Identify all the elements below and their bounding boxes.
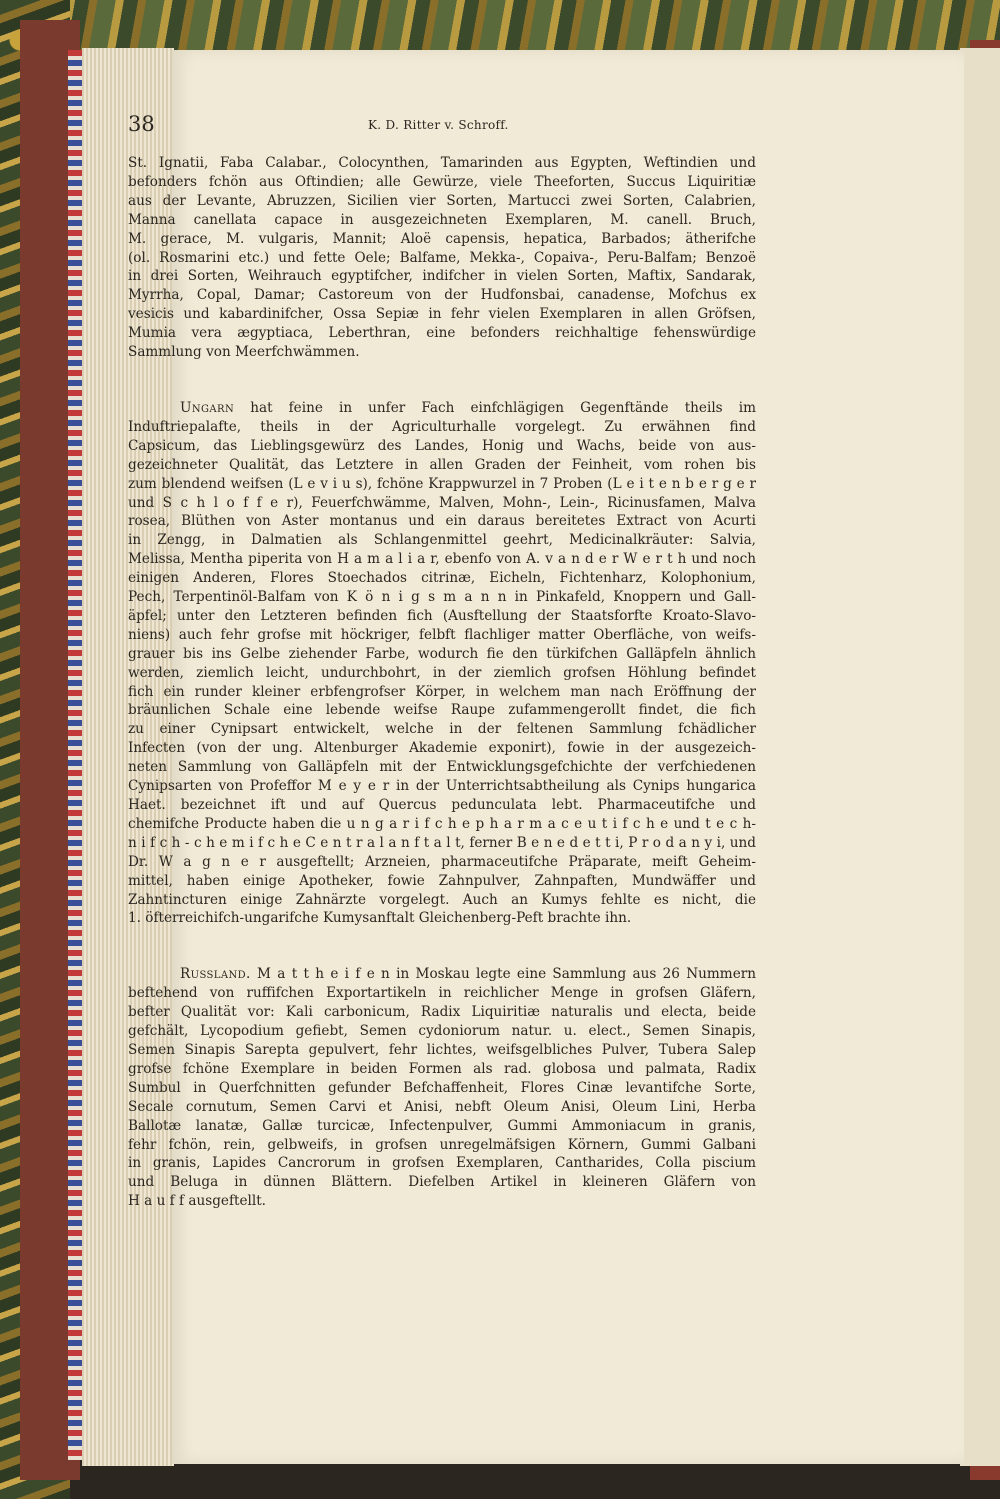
paragraph-1 [128, 154, 756, 362]
text-line: Haet. bezeichnet ift und auf Quercus pedunculata lebt. Pharmaceutifche und [128, 797, 756, 813]
text-line: chemifche Producte haben die u n g a r i f c h e p h a r m a c e u t i f c h e und t e c h- [128, 815, 756, 832]
running-title: K. D. Ritter v. Schroff. [368, 118, 509, 132]
text-line: grauer bis ins Gelbe ziehender Farbe, wodurch fie den türkifchen Galläpfeln ähnlich [128, 645, 756, 662]
text-line: Ballotæ lanatæ, Gallæ turcicæ, Infectenpulver, Gummi Ammoniacum in granis, [128, 1117, 756, 1134]
text-line: und Beluga in dünnen Blättern. Diefelben Artikel in kleineren Gläfern von [128, 1174, 756, 1191]
text-line: Myrrha, Copal, Damar; Castoreum von der Hudfonsbai, canadense, Mofchus ex [128, 287, 756, 304]
text-line: St. Ignatii, Faba Calabar., Colocynthen, Tamarinden aus Egypten, Weftindien und [128, 155, 756, 171]
text-line: bräunlichen Schale eine lebende weifse Raupe zufammengerollt findet, die fich [128, 702, 756, 719]
text-line: grofse fchöne Exemplare in beiden Formen als rad. globosa und palmata, Radix [128, 1060, 756, 1077]
text-line: Capsicum, das Lieblingsgewürz des Landes, Honig und Wachs, beide von aus- [128, 437, 756, 454]
text-line: neten Sammlung von Galläpfeln mit der Entwicklungsgefchichte der verfchiedenen [128, 759, 756, 776]
text-line: aus der Levante, Abruzzen, Sicilien vier Sorten, Martucci zwei Sorten, Calabrien, [128, 192, 756, 209]
text-line: Secale cornutum, Semen Carvi et Anisi, nebft Oleum Anisi, Oleum Lini, Herba [128, 1098, 756, 1115]
text-line: 1. öfterreichifch-ungarifche Kumysanftalt Gleichenberg-Peft brachte ihn. [128, 910, 632, 927]
text-line: niens) auch fehr grofse mit höckriger, felbft flachliger matter Oberfläche, von weifs- [128, 626, 756, 643]
section-lead: Russland. [180, 966, 251, 983]
text-line: befter Qualität vor: Kali carbonicum, Radix Liquiritiæ naturalis und electa, beide [128, 1004, 756, 1021]
text-line: Sumbul in Querfchnitten gefunder Befchaffenheit, Flores Cinæ levantifche Sorte, [128, 1079, 756, 1096]
page-header [128, 112, 748, 142]
text-line: zu einer Cynipsart entwickelt, welche in der feltenen Sammlung fchädlicher [128, 721, 756, 738]
text-line: Russland. M a t t h e i f e n in Moskau legte eine Sammlung aus 26 Nummern [180, 966, 756, 983]
text-line: Pech, Terpentinöl-Balfam von K ö n i g s m a n n in Pinkafeld, Knoppern und Gall- [128, 589, 756, 606]
text-line: gefchält, Lycopodium gefiebt, Semen cydoniorum natur. u. elect., Semen Sinapis, [128, 1023, 756, 1040]
text-line: fehr fchön, rein, gelbweifs, in grofsen unregelmäfsigen Körnern, Gummi Galbani [128, 1136, 756, 1153]
text-line: in Zengg, in Dalmatien als Schlangenmittel geehrt, Medicinalkräuter: Salvia, [128, 532, 756, 549]
text-line: werden, ziemlich leicht, undurchbohrt, in der ziemlich grofsen Höhlung befindet [128, 664, 756, 681]
text-line: gezeichneter Qualität, das Letztere in allen Graden der Feinheit, vom rohen bis [128, 456, 756, 473]
text-line: in drei Sorten, Weihrauch egyptifcher, indifcher in vielen Sorten, Maftix, Sandarak, [128, 268, 756, 285]
paragraph-ungarn [128, 399, 756, 928]
text-line: einigen Anderen, Flores Stoechados citrinæ, Eicheln, Fichtenharz, Kolophonium, [128, 570, 756, 587]
text-line: Cynipsarten von Profeffor M e y e r in der Unterrichtsabtheilung als Cynips hungarica [128, 778, 756, 795]
text-line: Infecten (von der ung. Altenburger Akademie exponirt), fowie in der ausgezeich- [128, 740, 756, 757]
facing-page-edge [960, 48, 1000, 1466]
page-body [128, 154, 756, 1211]
text-line: Semen Sinapis Sarepta gepulvert, fehr lichtes, weifsgelbliches Pulver, Tubera Salep [128, 1041, 756, 1058]
text-line: vesicis und kabardinifcher, Ossa Sepiæ in fehr vielen Exemplaren in allen Gröfsen, [128, 306, 756, 323]
text-line: Sammlung von Meerfchwämmen. [128, 344, 360, 361]
text-line: M. gerace, M. vulgaris, Mannit; Aloë capensis, hepatica, Barbados; ätherifche [128, 230, 756, 247]
text-line: H a u f f ausgeftellt. [128, 1193, 266, 1210]
text-line: beftehend von ruffifchen Exportartikeln in reichlicher Menge in grofsen Gläfern, [128, 985, 756, 1002]
text-line: fich ein runder kleiner erbfengrofser Körper, in welchem man nach Eröffnung der [128, 683, 756, 700]
text-line: Induftriepalafte, theils in der Agriculturhalle vorgelegt. Zu erwähnen find [128, 418, 756, 435]
text-line: Manna canellata capace in ausgezeichneten Exemplaren, M. canell. Bruch, [128, 211, 756, 228]
text-line: (ol. Rosmarini etc.) und fette Oele; Balfame, Mekka-, Copaiva-, Peru-Balfam; Benzoë [128, 249, 756, 266]
text-line: äpfel; unter den Letzteren befinden fich (Ausftellung der Staatsforfte Kroato-Slavo- [128, 607, 756, 624]
text-line: Melissa, Mentha piperita von H a m a l i a r, ebenfo von A. v a n d e r W e r t h und noch [128, 551, 756, 568]
text-line: Dr. W a g n e r ausgeftellt; Arzneien, pharmaceutifche Präparate, meift Geheim- [128, 853, 756, 870]
text-line: mittel, haben einige Apotheker, fowie Zahnpulver, Zahnpaften, Mundwäffer und [128, 872, 756, 889]
text-line: rosea, Blüthen von Aster montanus und ein daraus bereitetes Extract von Acurti [128, 513, 756, 530]
text-line: Ungarn hat feine in unfer Fach einfchlägigen Gegenftände theils im [180, 399, 756, 416]
text-line: befonders fchön aus Oftindien; alle Gewürze, viele Theeforten, Succus Liquiritiæ [128, 173, 756, 190]
text-line: Zahntincturen einige Zahnärzte vorgelegt. Auch an Kumys fehlte es nicht, die [128, 891, 756, 908]
page-number: 38 [128, 112, 155, 136]
text-line: und S c h l o f f e r), Feuerfchwämme, Malven, Mohn-, Lein-, Ricinusfamen, Malva [128, 494, 756, 511]
text-line: n i f c h - c h e m i f c h e C e n t r a l a n f t a l t, ferner B e n e d e t t i, P r o d a n y i, und [128, 834, 756, 851]
section-lead: Ungarn [180, 399, 235, 416]
text-line: zum blendend weifsen (L e v i u s), fchöne Krappwurzel in 7 Proben (L e i t e n b e r g e r [128, 475, 756, 492]
text-line: Mumia vera ægyptiaca, Leberthran, eine befonders reichhaltige fehenswürdige [128, 325, 756, 342]
headband [68, 50, 82, 1460]
text-line: in granis, Lapides Cancrorum in grofsen Exemplaren, Cantharides, Colla piscium [128, 1155, 756, 1172]
paragraph-russland [128, 965, 756, 1211]
